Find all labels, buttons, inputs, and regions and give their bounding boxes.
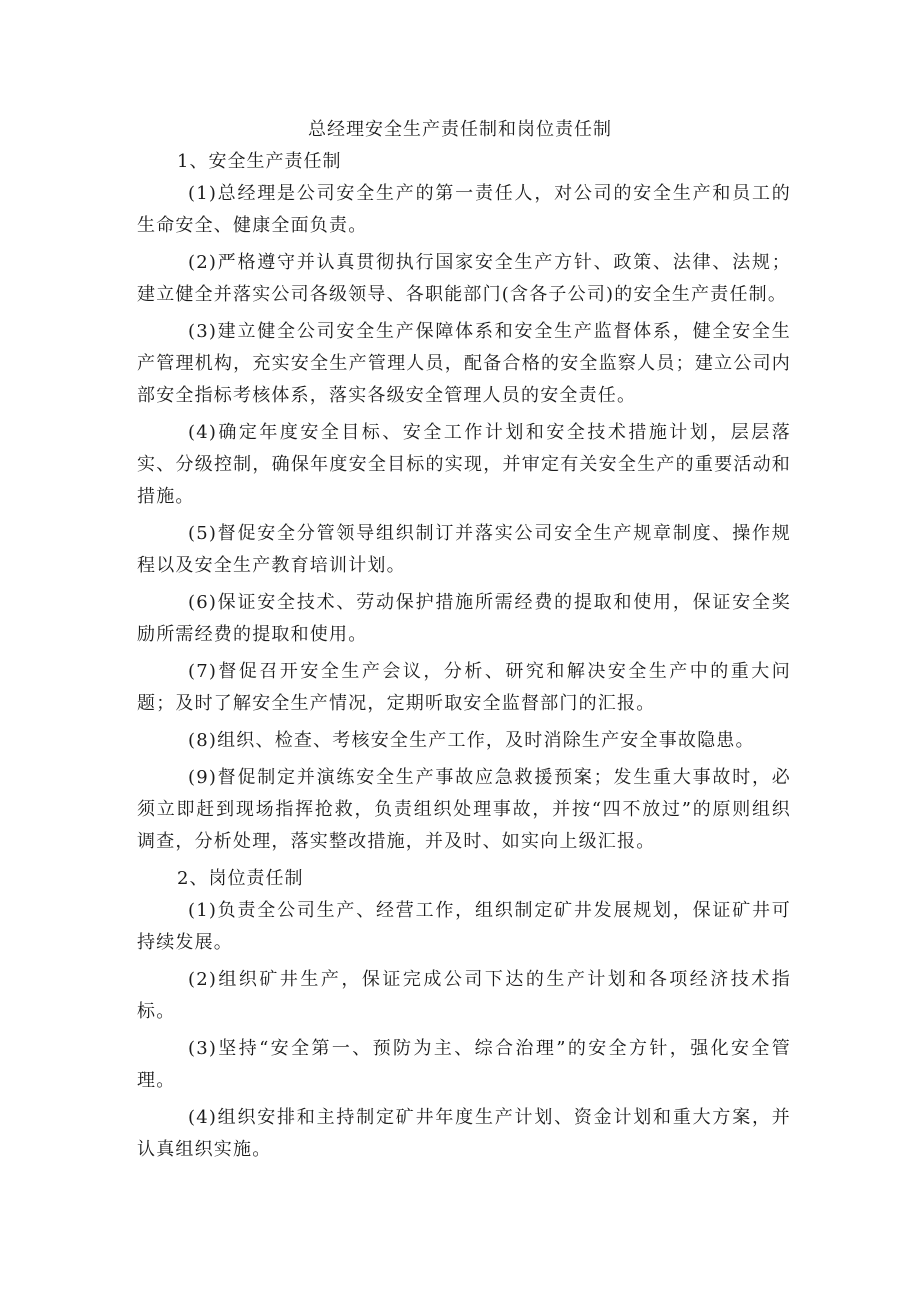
paragraph: (3)坚持“安全第一、预防为主、综合治理”的安全方针，强化安全管理。	[137, 1038, 791, 1091]
document-title: 总经理安全生产责任制和岗位责任制	[308, 119, 612, 140]
paragraph: (7)督促召开安全生产会议，分析、研究和解决安全生产中的重大问题；及时了解安全生产情况，定期听取安全监督部门的汇报。	[137, 661, 791, 714]
document-body	[137, 146, 791, 1171]
paragraph: (2)组织矿井生产，保证完成公司下达的生产计划和各项经济技术指标。	[137, 969, 791, 1022]
paragraph: (3)建立健全公司安全生产保障体系和安全生产监督体系，健全安全生产管理机构，充实安全生产管理人员，配备合格的安全监察人员；建立公司内部安全指标考核体系，落实各级安全管理人员的安全责任。	[137, 321, 791, 406]
paragraph: (9)督促制定并演练安全生产事故应急救援预案；发生重大事故时，必须立即赶到现场指挥抢救，负责组织处理事故，并按“四不放过”的原则组织调查，分析处理，落实整改措施，并及时、如实向上级汇报。	[137, 767, 791, 852]
paragraph: (4)组织安排和主持制定矿井年度生产计划、资金计划和重大方案，并认真组织实施。	[137, 1107, 791, 1160]
paragraph: (6)保证安全技术、劳动保护措施所需经费的提取和使用，保证安全奖励所需经费的提取和使用。	[137, 592, 791, 645]
paragraph: (2)严格遵守并认真贯彻执行国家安全生产方针、政策、法律、法规；建立健全并落实公司各级领导、各职能部门(含各子公司)的安全生产责任制。	[137, 252, 791, 305]
paragraph: (5)督促安全分管领导组织制订并落实公司安全生产规章制度、操作规程以及安全生产教育培训计划。	[137, 523, 791, 576]
section-heading: 2、岗位责任制	[177, 868, 304, 889]
section-heading: 1、安全生产责任制	[177, 151, 342, 172]
paragraph: (1)负责全公司生产、经营工作，组织制定矿井发展规划，保证矿井可持续发展。	[137, 900, 791, 953]
paragraph: (8)组织、检查、考核安全生产工作，及时消除生产安全事故隐患。	[188, 730, 755, 751]
paragraph: (1)总经理是公司安全生产的第一责任人，对公司的安全生产和员工的生命安全、健康全面负责。	[137, 183, 791, 236]
paragraph: (4)确定年度安全目标、安全工作计划和安全技术措施计划，层层落实、分级控制，确保年度安全目标的实现，并审定有关安全生产的重要活动和措施。	[137, 422, 791, 507]
